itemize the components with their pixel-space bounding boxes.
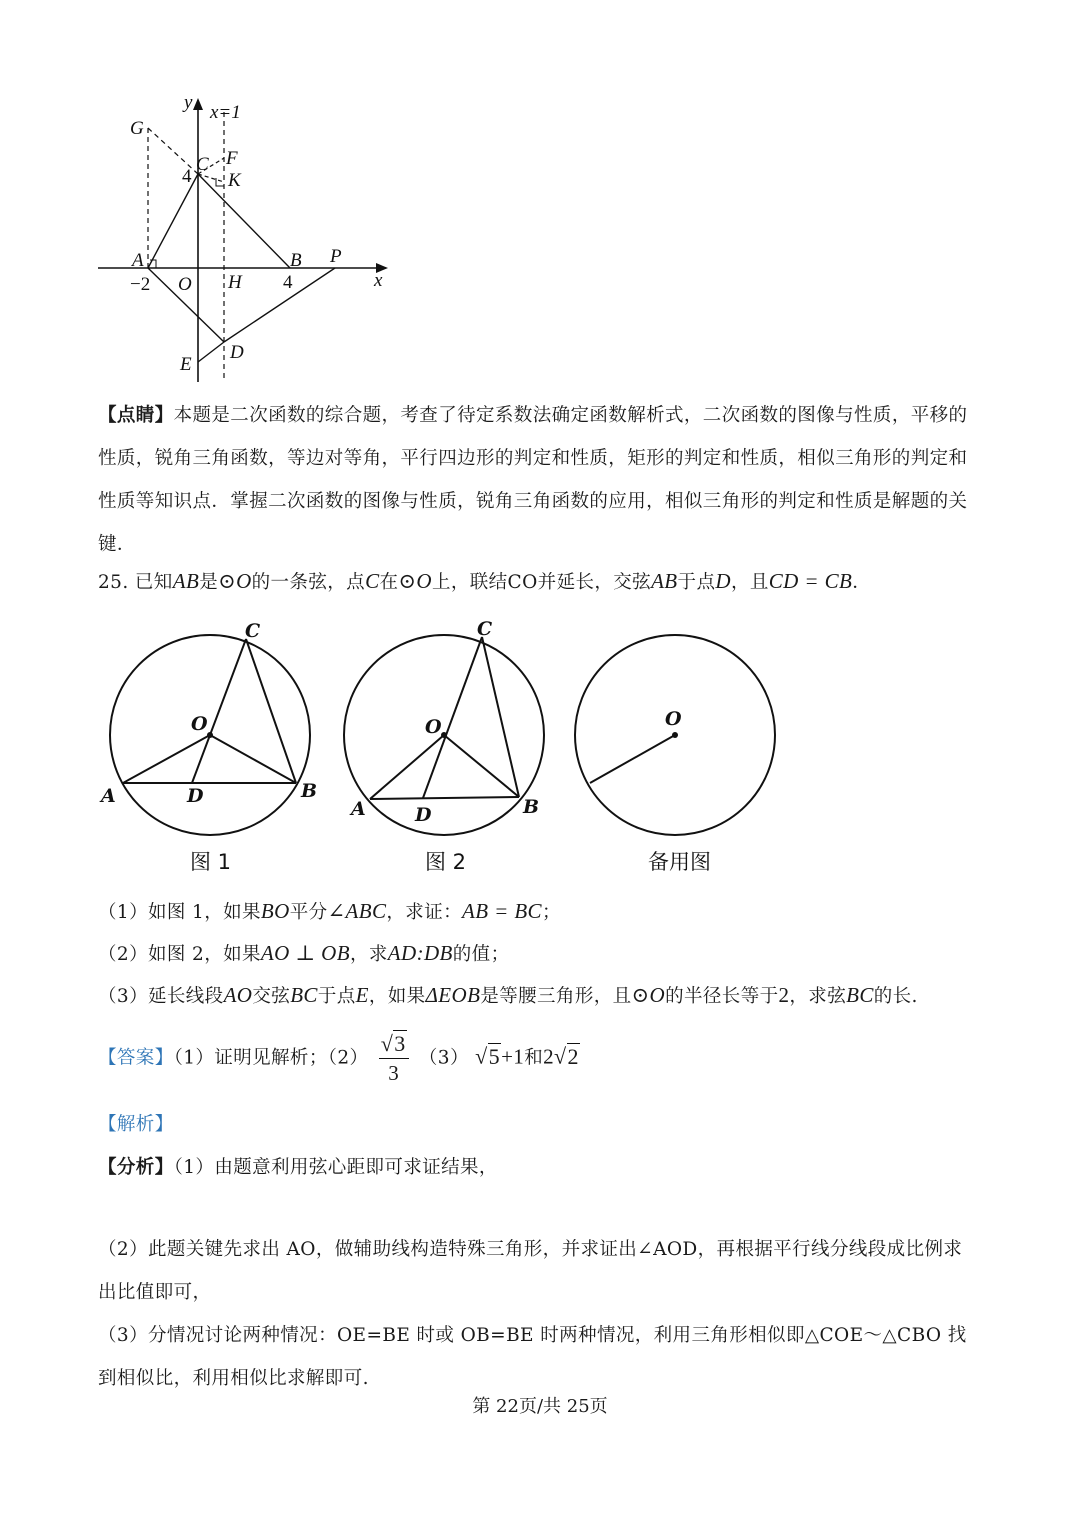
answer-fraction: $\frac{√3}{3}$ [379, 1030, 409, 1087]
sub3-two: 2 [778, 983, 790, 1007]
point-b-label: B [290, 250, 302, 271]
page-footer: 第 22页/共 25页 [472, 1396, 608, 1417]
circle-figures [95, 615, 795, 875]
point-f-label: F [226, 148, 238, 169]
fig2-c-label: C [477, 618, 493, 640]
sub3-text-a: （3）延长线段 [98, 986, 224, 1007]
point-g-label: G [130, 118, 144, 139]
point-c-label: C [196, 154, 209, 175]
sub3-bc: BC [290, 983, 318, 1007]
sub1-angle: ∠ABC [327, 899, 387, 923]
q25-text-7: ，且 [730, 572, 769, 593]
sub3-text-c: 于点 [317, 986, 356, 1007]
q25-eq: CD = CB [768, 569, 853, 593]
plus-one: +1 [501, 1044, 525, 1069]
sub1-text-a: （1）如图 1，如果 [98, 902, 261, 923]
q25-circle-o-2: ⊙O [398, 569, 432, 593]
sub2-text-a: （2）如图 2，如果 [98, 944, 261, 965]
fenxi-line-1 [98, 1153, 498, 1179]
sqrt2-radicand: 2 [567, 1043, 579, 1069]
fig2-o-label: O [425, 716, 442, 738]
subquestion-3 [98, 982, 918, 1008]
sub1-eq: AB = BC [462, 899, 542, 923]
line-x1-label: x=1 [210, 102, 241, 123]
jiexi-tag: 【解析】 [98, 1114, 174, 1135]
dianjing-text: 本题是二次函数的综合题，考查了待定系数法确定函数解析式，二次函数的图像与性质，平移的性质，锐角三角函数，等边对等角，平行四边形的判定和性质，矩形的判定和性质，相似三角形的判定和性质等知识点．掌握二次函数的图像与性质，锐角三角函数的应用，相似三角形的判定和性质是解题的关键． [98, 405, 968, 555]
q25-text-4: 在 [379, 572, 399, 593]
sub3-triangle: ΔEOB [425, 983, 481, 1007]
fig1-o-label: O [191, 713, 208, 735]
fenxi-paragraph-2: （2）此题关键先求出 AO，做辅助线构造特殊三角形，并求证出∠AOD，再根据平行线分线段成比例求出比值即可， [98, 1239, 963, 1303]
sub3-text-d: ，如果 [368, 986, 426, 1007]
q25-ab: AB [172, 569, 200, 593]
q25-text-6: 于点 [677, 572, 716, 593]
sub2-relation: AO ⊥ OB [260, 941, 350, 965]
answer-two: 2 [543, 1044, 555, 1069]
fig1-b-label: B [301, 780, 318, 802]
fig1-a-label: A [101, 785, 116, 807]
fenxi-text-1: （1）由题意利用弦心距即可求证结果， [173, 1157, 498, 1178]
origin-label: O [178, 274, 192, 295]
sub3-text-e: 是等腰三角形，且 [480, 986, 632, 1007]
fig2-a-label: A [351, 798, 366, 820]
sub3-e: E [355, 983, 369, 1007]
sub3-text-h: 的长. [873, 986, 918, 1007]
fig1-d-label: D [187, 785, 204, 807]
y-tick-4: 4 [182, 166, 192, 187]
sub1-text-d: ； [541, 902, 561, 923]
q25-d: D [715, 569, 731, 593]
x-axis-label: x [374, 270, 383, 291]
sub2-ratio: AD:DB [387, 941, 453, 965]
dianjing-tag: 【点睛】 [98, 405, 174, 426]
sub3-circle: ⊙O [631, 983, 666, 1007]
question-number: 25. [98, 572, 129, 593]
sub2-text-c: 的值； [452, 944, 510, 965]
q25-ab-2: AB [651, 569, 678, 593]
q25-text-2: 是 [199, 572, 219, 593]
fig3-o-label: O [665, 708, 682, 730]
sub1-text-c: ，求证： [386, 902, 462, 923]
sub1-text-b: 平分 [289, 902, 328, 923]
q25-text-3: 的一条弦，点 [251, 572, 366, 593]
x-tick-4: 4 [283, 272, 293, 293]
sub3-text-f: 的半径长等于 [665, 986, 779, 1007]
fenxi-tag: 【分析】 [98, 1157, 174, 1178]
fig2-caption: 图 2 [425, 850, 467, 874]
sqrt5: √5 [475, 1043, 501, 1069]
sub3-text-b: 交弦 [252, 986, 291, 1007]
dianjing-paragraph [98, 394, 978, 566]
q25-circle-o: ⊙O [218, 569, 252, 593]
sub3-bc-2: BC [846, 983, 874, 1007]
subquestion-2 [98, 940, 509, 966]
question-25-stem [98, 568, 871, 594]
q25-c: C [365, 569, 380, 593]
point-p-label: P [330, 246, 342, 267]
q25-text-1: 已知 [134, 572, 173, 593]
q25-text-8: ． [852, 572, 872, 593]
fig1-c-label: C [245, 620, 261, 642]
point-k-label: K [228, 170, 241, 191]
fig3-caption: 备用图 [648, 850, 711, 874]
fraction-numerator: 3 [394, 1031, 406, 1056]
fenxi-paragraph-3: （3）分情况讨论两种情况：OE=BE 时或 OB=BE 时两种情况，利用三角形相似即△COE～△CBO 找到相似比，利用相似比求解即可. [98, 1325, 967, 1389]
sub3-ao: AO [223, 983, 253, 1007]
point-e-label: E [180, 354, 192, 375]
y-axis-label: y [184, 92, 193, 113]
sub1-bo: BO [260, 899, 290, 923]
answer-part1: （1）证明见解析；（2） [173, 1047, 369, 1069]
answer-part3: （3） [418, 1047, 469, 1069]
point-d-label: D [230, 342, 244, 363]
point-a-label: A [132, 250, 144, 271]
sqrt5-radicand: 5 [488, 1043, 501, 1069]
fig2-d-label: D [415, 804, 432, 826]
sub2-text-b: ，求 [349, 944, 388, 965]
q25-text-5: 上，联结CO并延长，交弦 [431, 572, 652, 593]
coordinate-figure [90, 90, 410, 390]
subquestion-1 [98, 898, 561, 924]
point-h-label: H [228, 272, 242, 293]
fig2-b-label: B [523, 796, 540, 818]
answer-tag: 【答案】 [98, 1047, 174, 1069]
x-tick-neg2: −2 [130, 274, 151, 295]
fraction-denominator: 3 [388, 1061, 400, 1085]
sqrt2: √2 [554, 1043, 579, 1069]
answer-line [98, 1030, 580, 1087]
answer-and: 和 [524, 1047, 544, 1069]
fig1-caption: 图 1 [190, 850, 232, 874]
sub3-text-g: ，求弦 [789, 986, 847, 1007]
